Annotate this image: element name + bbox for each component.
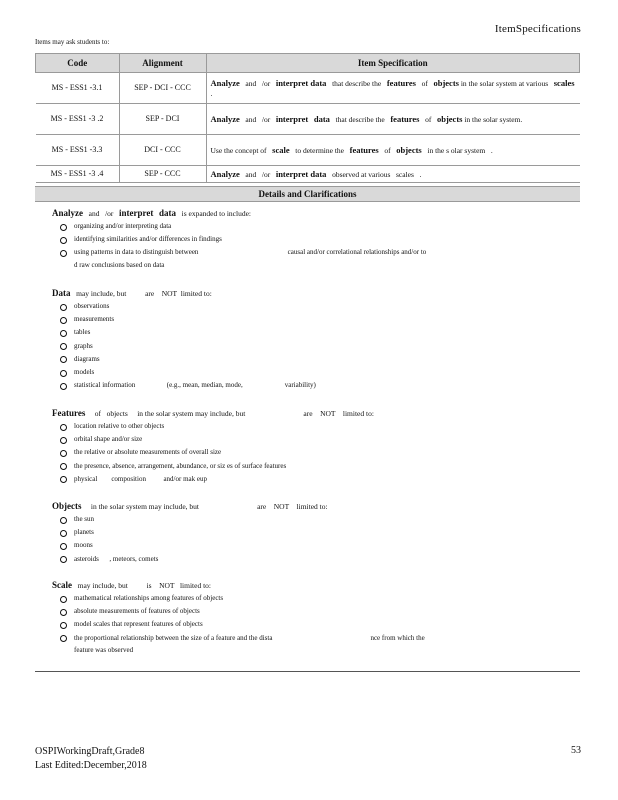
keyword-text: Analyze [210, 113, 240, 124]
list-item-text: graphs [74, 341, 93, 350]
keyword-text: Analyze [210, 78, 240, 88]
keyword-text: features [349, 144, 379, 155]
section-title [50, 408, 374, 418]
section-title [50, 580, 425, 590]
bottom-divider [35, 671, 580, 672]
list-item [60, 553, 328, 566]
list-item-text: models [74, 368, 95, 377]
list-item-text: moons [74, 541, 93, 550]
row-code: MS - ESS1 -3.3 [36, 135, 120, 166]
list-item-text: the presence, absence, arrangement, abundance, or siz es of surface features [74, 461, 287, 470]
list-item-text: statistical information (e.g., mean, median, mode, variability) [74, 381, 316, 390]
section-analyze [50, 208, 426, 271]
details-title: Details and Clarifications [35, 186, 580, 202]
table-header-row [36, 54, 580, 73]
section-list [50, 220, 426, 271]
list-item-text: model scales that represent features of objects [74, 620, 203, 629]
footer-line-2: Last Edited:December,2018 [35, 760, 147, 771]
table-row [36, 73, 580, 104]
section-list [50, 420, 374, 486]
list-item [60, 526, 328, 539]
section-list [50, 592, 425, 656]
plain-text: in the s olar system . [421, 145, 493, 155]
section-title [50, 288, 316, 298]
list-item-text: the proportional relationship between the size of a feature and the dista nce from which the [74, 633, 425, 642]
page-number: 53 [571, 745, 581, 756]
list-item [60, 632, 425, 656]
list-item-text: observations [74, 302, 110, 310]
plain-text: . [210, 79, 581, 98]
list-item [60, 420, 374, 433]
row-spec [206, 104, 580, 135]
row-code: MS - ESS1 -3.1 [36, 73, 120, 104]
keyword-text: scale [272, 144, 290, 155]
list-item [60, 220, 426, 233]
header-alignment: Alignment [119, 54, 206, 73]
list-item-text: physical composition and/or mak eup [74, 474, 207, 483]
list-item-text: organizing and/or interpreting data [74, 222, 172, 230]
section-title [50, 501, 328, 511]
row-alignment: SEP - DCI [119, 104, 206, 135]
list-item-text: diagrams [74, 354, 100, 363]
keyword-text: Scale [52, 580, 72, 590]
list-item [60, 513, 328, 526]
table-row [36, 104, 580, 135]
plain-text: in the solar system. [462, 114, 523, 124]
list-item-continuation: d raw conclusions based on data [74, 260, 165, 269]
keyword-text: Analyze [210, 168, 240, 179]
row-spec [206, 73, 580, 104]
keyword-text: objects [433, 78, 459, 88]
list-item [60, 326, 316, 339]
page-header: ItemSpecifications [494, 23, 581, 35]
header-spec: Item Specification [206, 54, 580, 73]
keyword-text: interpret [275, 113, 309, 124]
plain-text: and /or [239, 114, 276, 124]
list-item [60, 233, 426, 246]
keyword-text: data [159, 208, 177, 218]
keyword-text: objects [436, 113, 463, 124]
keyword-text: features [390, 113, 420, 124]
keyword-text: scales [553, 78, 575, 88]
row-spec [206, 166, 580, 183]
list-item [60, 605, 425, 618]
row-alignment: SEP - CCC [119, 166, 206, 183]
table-row [36, 166, 580, 183]
keyword-text: data [313, 113, 330, 124]
plain-text: Use the concept of [210, 145, 273, 155]
plain-text: of objects in the solar system may include, but are NOT limited to: [85, 409, 374, 418]
plain-text: may include, but are NOT limited to: [70, 289, 212, 298]
header-code: Code [36, 54, 120, 73]
list-item [60, 366, 316, 379]
plain-text: and /or [239, 169, 276, 179]
intro-text: Items may ask students to: [35, 38, 110, 46]
list-item [60, 300, 316, 313]
plain-text: may include, but is NOT limited to: [72, 581, 212, 590]
table-row [36, 135, 580, 166]
list-item-text: measurements [74, 315, 115, 324]
plain-text: and /or [239, 79, 276, 88]
keyword-text: Analyze [52, 208, 83, 218]
list-item-text: using patterns in data to distinguish between causal and/or correlational relationships and/or to [74, 248, 427, 257]
list-item-text: tables [74, 328, 91, 337]
list-item [60, 246, 426, 270]
list-item [60, 539, 328, 552]
keyword-text: interpret [119, 208, 154, 218]
list-item [60, 473, 374, 486]
keyword-text: Data [52, 288, 71, 298]
plain-text: in the solar system may include, but are NOT limited to: [81, 502, 328, 511]
list-item [60, 618, 425, 631]
plain-text: in the solar system at various [458, 79, 554, 88]
keyword-text: Objects [52, 501, 82, 511]
list-item-text: asteroids , meteors, comets [74, 554, 159, 563]
plain-text: that describe the [326, 79, 387, 88]
row-code: MS - ESS1 -3 .2 [36, 104, 120, 135]
section-scale [50, 580, 425, 656]
list-item-text: location relative to other objects [74, 422, 165, 430]
keyword-text: interpret data [275, 78, 327, 88]
footer [35, 745, 147, 773]
list-item [60, 313, 316, 326]
list-item-text: identifying similarities and/or differences in findings [74, 235, 222, 244]
section-objects [50, 501, 328, 566]
list-item-text: mathematical relationships among features of objects [74, 594, 224, 602]
footer-line-1: OSPIWorkingDraft,Grade8 [35, 746, 145, 757]
list-item-continuation: feature was observed [74, 645, 134, 654]
list-item [60, 460, 374, 473]
plain-text: that describe the [329, 114, 391, 124]
keyword-text: objects [396, 144, 422, 155]
list-item [60, 340, 316, 353]
row-spec [206, 135, 580, 166]
list-item [60, 433, 374, 446]
plain-text: of [419, 114, 437, 124]
plain-text: of [415, 79, 434, 88]
list-item-text: planets [74, 528, 94, 537]
plain-text: of [378, 145, 397, 155]
list-item [60, 353, 316, 366]
list-item [60, 592, 425, 605]
keyword-text: Features [52, 408, 86, 418]
row-alignment: SEP - DCI - CCC [119, 73, 206, 104]
section-title [50, 208, 426, 218]
section-list [50, 300, 316, 392]
row-alignment: DCI - CCC [119, 135, 206, 166]
keyword-text: features [386, 78, 416, 88]
keyword-text: interpret data [275, 168, 327, 179]
list-item-text: the relative or absolute measurements of overall size [74, 448, 222, 457]
list-item-text: the sun [74, 515, 95, 523]
plain-text: to determine the [289, 145, 350, 155]
plain-text: is expanded to include: [176, 209, 251, 218]
section-features [50, 408, 374, 486]
plain-text: and /or [83, 209, 120, 218]
item-specification-table [35, 53, 580, 183]
section-data [50, 288, 316, 392]
list-item-text: orbital shape and/or size [74, 435, 143, 444]
plain-text: observed at various scales . [326, 169, 422, 179]
list-item [60, 379, 316, 392]
row-code: MS - ESS1 -3 .4 [36, 166, 120, 183]
section-list [50, 513, 328, 566]
list-item-text: absolute measurements of features of objects [74, 607, 200, 616]
list-item [60, 446, 374, 459]
